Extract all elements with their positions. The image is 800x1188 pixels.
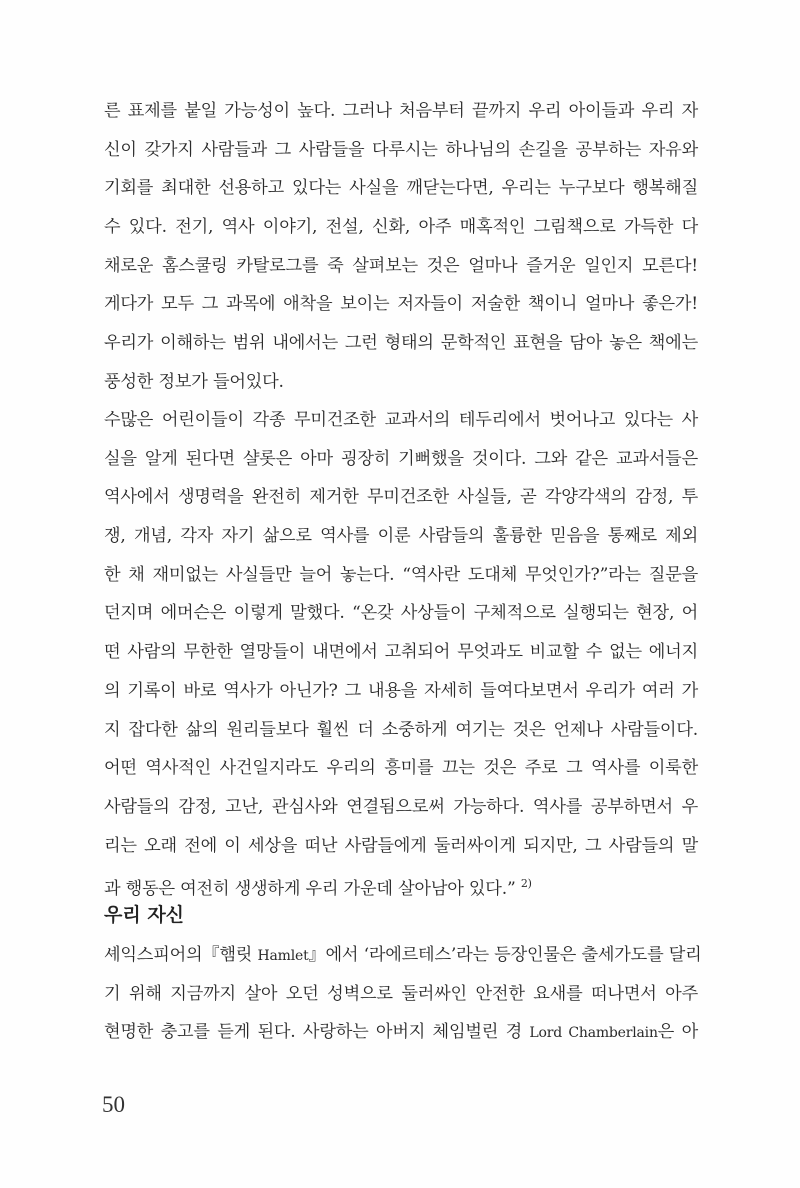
text-line: 실을 알게 된다면 샬롯은 아마 굉장히 기뻐했을 것이다. 그와 같은 교과서들은 — [104, 448, 698, 469]
text-segment: 셰익스피어의『햄릿 — [104, 945, 258, 965]
paragraph-hamlet — [104, 936, 702, 1052]
text-line-content: 과 행동은 여전히 생생하게 우리 가운데 살아남아 있다.” — [104, 879, 516, 900]
english-name: Lord Chamberlain — [529, 1025, 658, 1042]
text-segment: 현명한 충고를 듣게 된다. 사랑하는 아버지 체임벌린 경 — [104, 1022, 530, 1043]
text-line: 떤 사람의 무한한 열망들이 내면에서 고취되어 무엇과도 비교할 수 없는 에너지 — [104, 642, 698, 663]
text-line: 한 채 재미없는 사실들만 늘어 놓는다. “역사란 도대체 무엇인가?”라는 질문을 — [104, 564, 698, 585]
text-line: 우리가 이해하는 범위 내에서는 그런 형태의 문학적인 표현을 담아 놓은 책에는 — [104, 333, 698, 354]
text-line: 른 표제를 붙일 가능성이 높다. 그러나 처음부터 끝까지 우리 아이들과 우리 자 — [104, 101, 698, 121]
paragraph-homeschool-catalogs — [104, 92, 698, 402]
text-segment: 은 아 — [657, 1022, 698, 1043]
text-line: 어떤 역사적인 사건일지라도 우리의 흥미를 끄는 것은 주로 그 역사를 이룩한 — [104, 758, 698, 779]
text-line — [104, 1013, 698, 1052]
text-line: 기회를 최대한 선용하고 있다는 사실을 깨닫는다면, 우리는 누구보다 행복해질 — [104, 178, 698, 199]
text-line: 수 있다. 전기, 역사 이야기, 전설, 신화, 아주 매혹적인 그림책으로 가득한 다 — [104, 217, 698, 238]
text-line: 던지며 에머슨은 이렇게 말했다. “온갖 사상들이 구체적으로 실행되는 현장, 어 — [104, 603, 698, 624]
text-line: 사람들의 감정, 고난, 관심사와 연결됨으로써 가능하다. 역사를 공부하면서 우 — [104, 796, 698, 817]
text-line: 신이 갖가지 사람들과 그 사람들을 다루시는 하나님의 손길을 공부하는 자유와 — [104, 139, 698, 160]
text-line: 기 위해 지금까지 살아 오던 성벽으로 둘러싸인 안전한 요새를 떠나면서 아주 — [104, 983, 698, 1004]
text-line — [104, 936, 702, 975]
footnote-marker[interactable]: 2) — [520, 877, 532, 891]
paragraph-history-textbooks — [104, 401, 698, 904]
text-line: 리는 오래 전에 이 세상을 떠난 사람들에게 둘러싸이게 되지만, 그 사람들의 말 — [104, 835, 698, 856]
text-line: 채로운 홈스쿨링 카탈로그를 죽 살펴보는 것은 얼마나 즐거운 일인지 모른다! — [104, 255, 698, 276]
text-line: 의 기록이 바로 역사가 아닌가? 그 내용을 자세히 들여다보면서 우리가 여러 가 — [104, 680, 698, 701]
text-segment: 』에서 ‘라에르테스’라는 등장인물은 출세가도를 달리 — [308, 945, 702, 965]
text-line: 쟁, 개념, 각자 자기 삶으로 역사를 이룬 사람들의 훌륭한 믿음을 통째로 제외 — [104, 526, 698, 547]
text-line: 게다가 모두 그 과목에 애착을 보이는 저자들이 저술한 책이니 얼마나 좋은가! — [104, 294, 698, 315]
page-number: 50 — [102, 1092, 125, 1117]
text-line — [104, 865, 698, 904]
text-line: 지 잡다한 삶의 원리들보다 훨씬 더 소중하게 여기는 것은 언제나 사람들이다. — [104, 719, 698, 740]
text-line: 수많은 어린이들이 각종 무미건조한 교과서의 테두리에서 벗어나고 있다는 사 — [104, 410, 698, 430]
text-line: 풍성한 정보가 들어있다. — [104, 371, 284, 392]
text-line: 역사에서 생명력을 완전히 제거한 무미건조한 사실들, 곧 각양각색의 감정, 투 — [104, 487, 698, 508]
section-heading: 우리 자신 — [104, 904, 185, 926]
english-title: Hamlet — [257, 948, 309, 964]
